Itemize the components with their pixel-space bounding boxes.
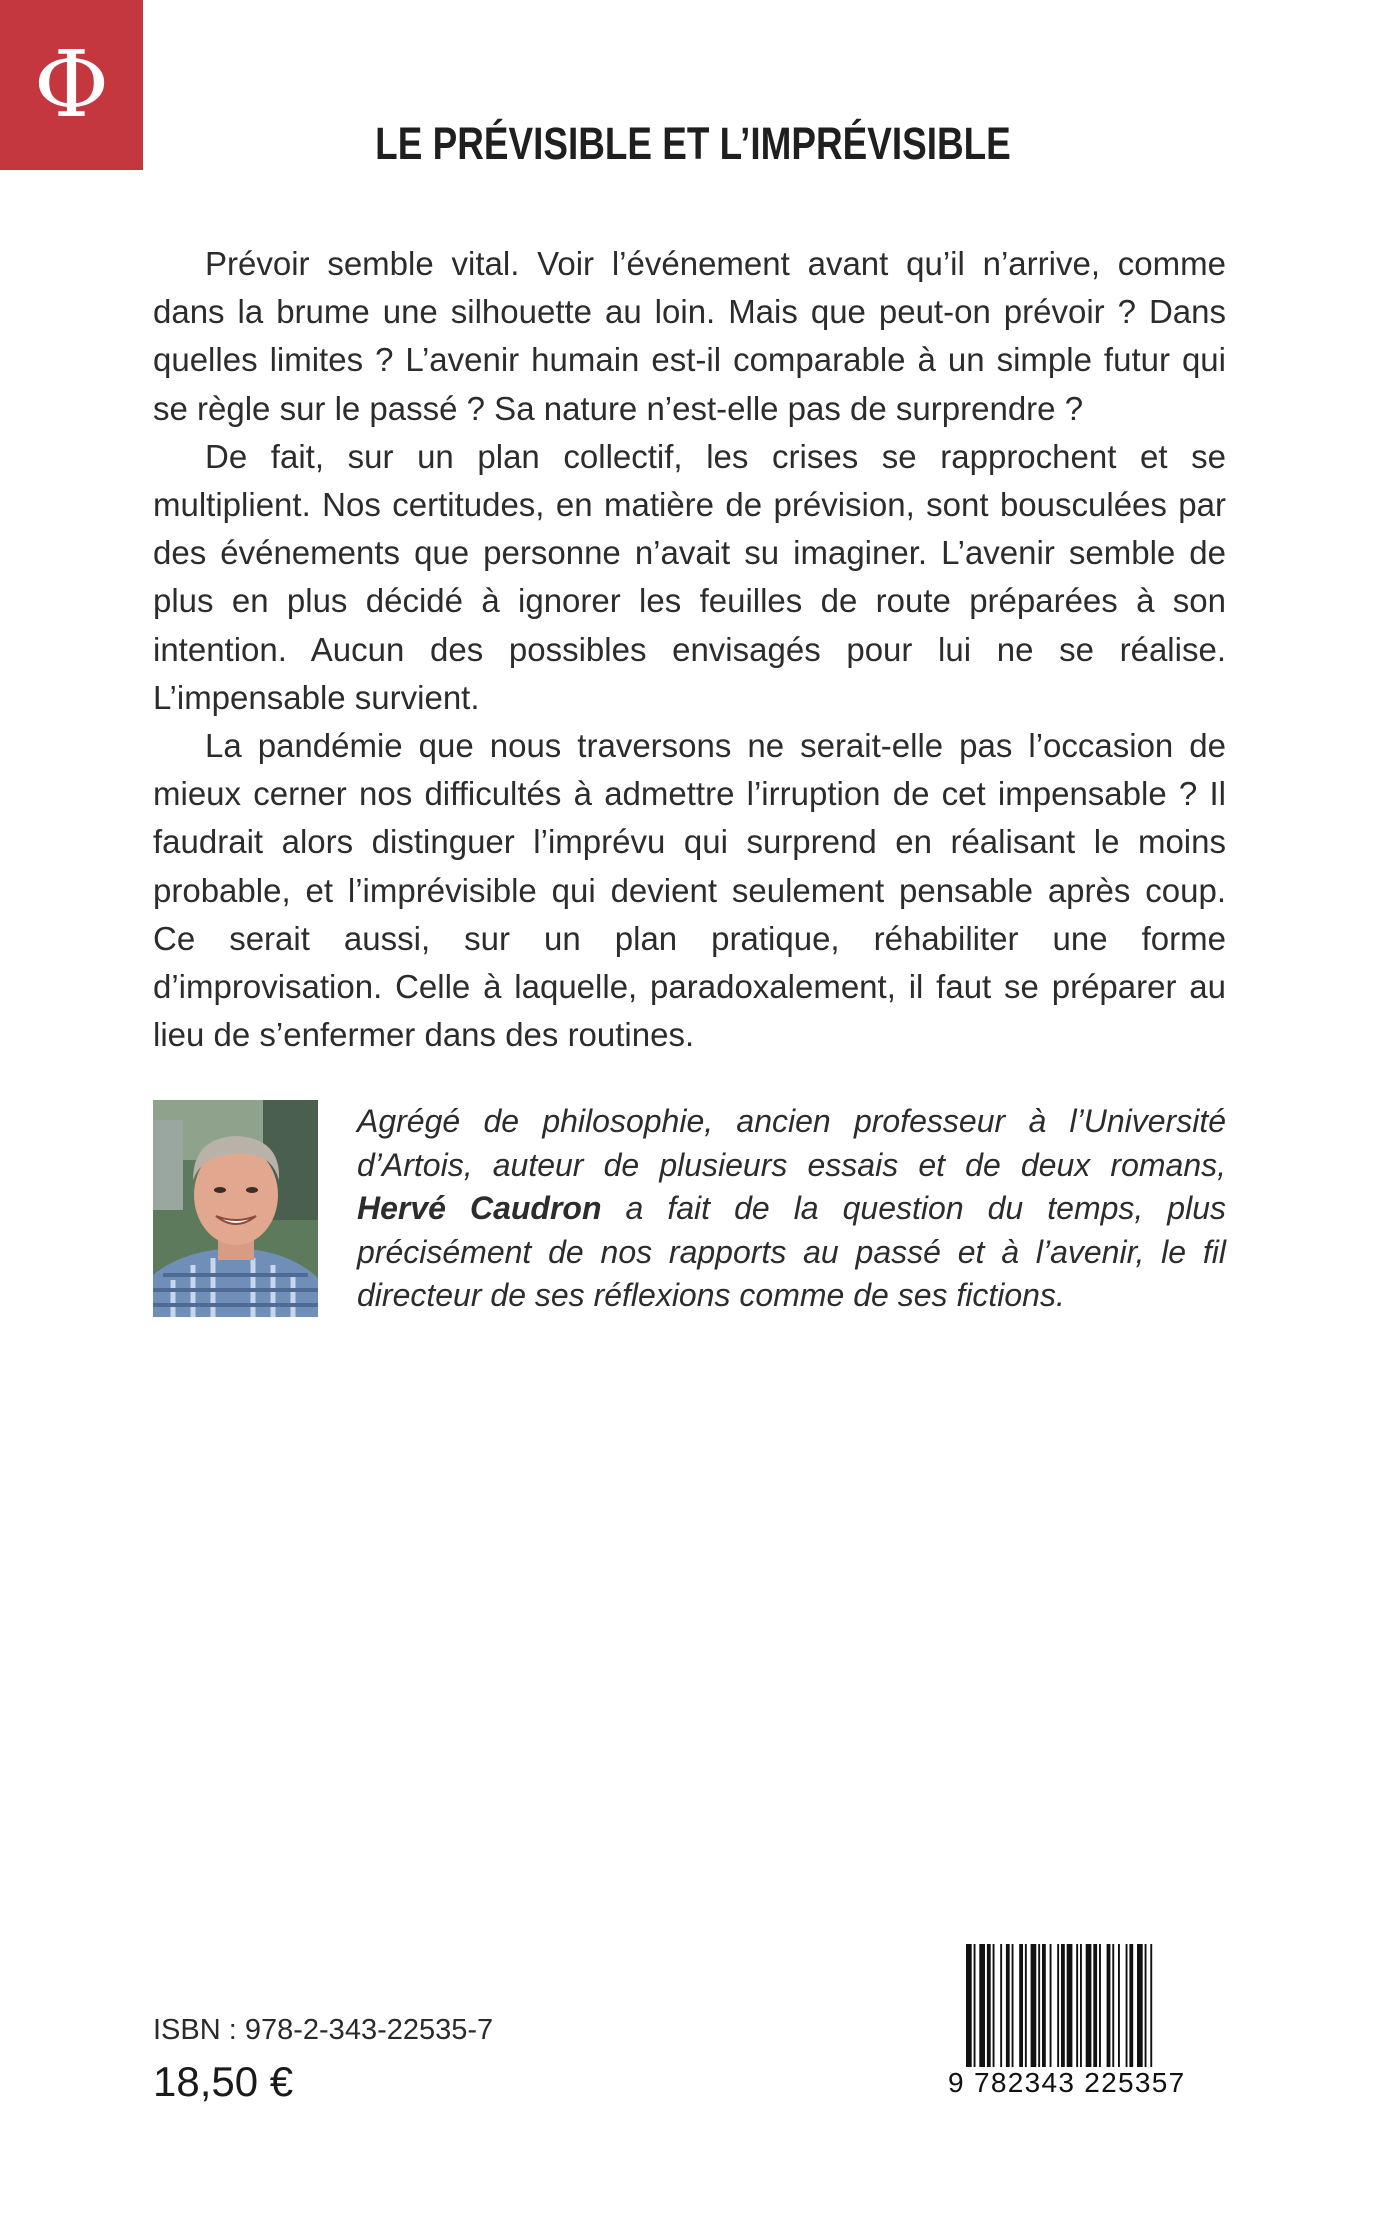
author-portrait-image — [153, 1100, 318, 1317]
blurb-paragraph-2: De fait, sur un plan collectif, les crises se rapprochent et se multiplient. Nos certitudes, en matière de prévision, sont bousculées par des événements que personne n’avait su imaginer. L’avenir semble de plus en plus décidé à ignorer les feuilles de route préparées à son intention. Aucun des possibles envisagés pour lui ne se réalise. L’impensable survient. — [153, 437, 1226, 716]
bio-text-after: a fait de la question du temps, plus précisément de nos rapports au passé et à l’avenir, le fil directeur de ses réflexions comme de ses fictions. — [357, 1190, 1227, 1313]
author-bio — [357, 1100, 1226, 1318]
phi-logo-icon: Φ — [33, 31, 110, 138]
isbn-label: ISBN : 978-2-343-22535-7 — [153, 2014, 494, 2046]
author-name: Hervé Caudron — [357, 1190, 602, 1226]
blurb-paragraph-3: La pandémie que nous traversons ne serait-elle pas l’occasion de mieux cerner nos difficultés à admettre l’irruption de cet impensable ? Il faudrait alors distinguer l’imprévu qui surprend en réalisant le moins probable, et l’imprévisible qui devient seulement pensable après coup. Ce serait aussi, sur un plan pratique, réhabiliter une forme d’improvisation. Celle à laquelle, paradoxalement, il faut se préparer au lieu de s’enfermer dans des routines. — [153, 727, 1226, 1054]
blurb-paragraph-1: Prévoir semble vital. Voir l’événement avant qu’il n’arrive, comme dans la brume une silhouette au loin. Mais que peut-on prévoir ? Dans quelles limites ? L’avenir humain est-il comparable à un simple futur qui se règle sur le passé ? Sa nature n’est-elle pas de surprendre ? — [153, 245, 1226, 427]
bio-text-before: Agrégé de philosophie, ancien professeur à l’Université d’Artois, auteur de plusieurs essais et de deux romans, — [357, 1103, 1226, 1183]
publisher-logo — [0, 0, 143, 170]
price-label: 18,50 € — [153, 2058, 294, 2105]
book-title: LE PRÉVISIBLE ET L’IMPRÉVISIBLE — [375, 118, 1011, 169]
author-photo — [153, 1100, 318, 1317]
barcode-digits: 9 782343 225357 — [948, 2067, 1228, 2099]
back-cover-blurb — [153, 240, 1226, 1059]
